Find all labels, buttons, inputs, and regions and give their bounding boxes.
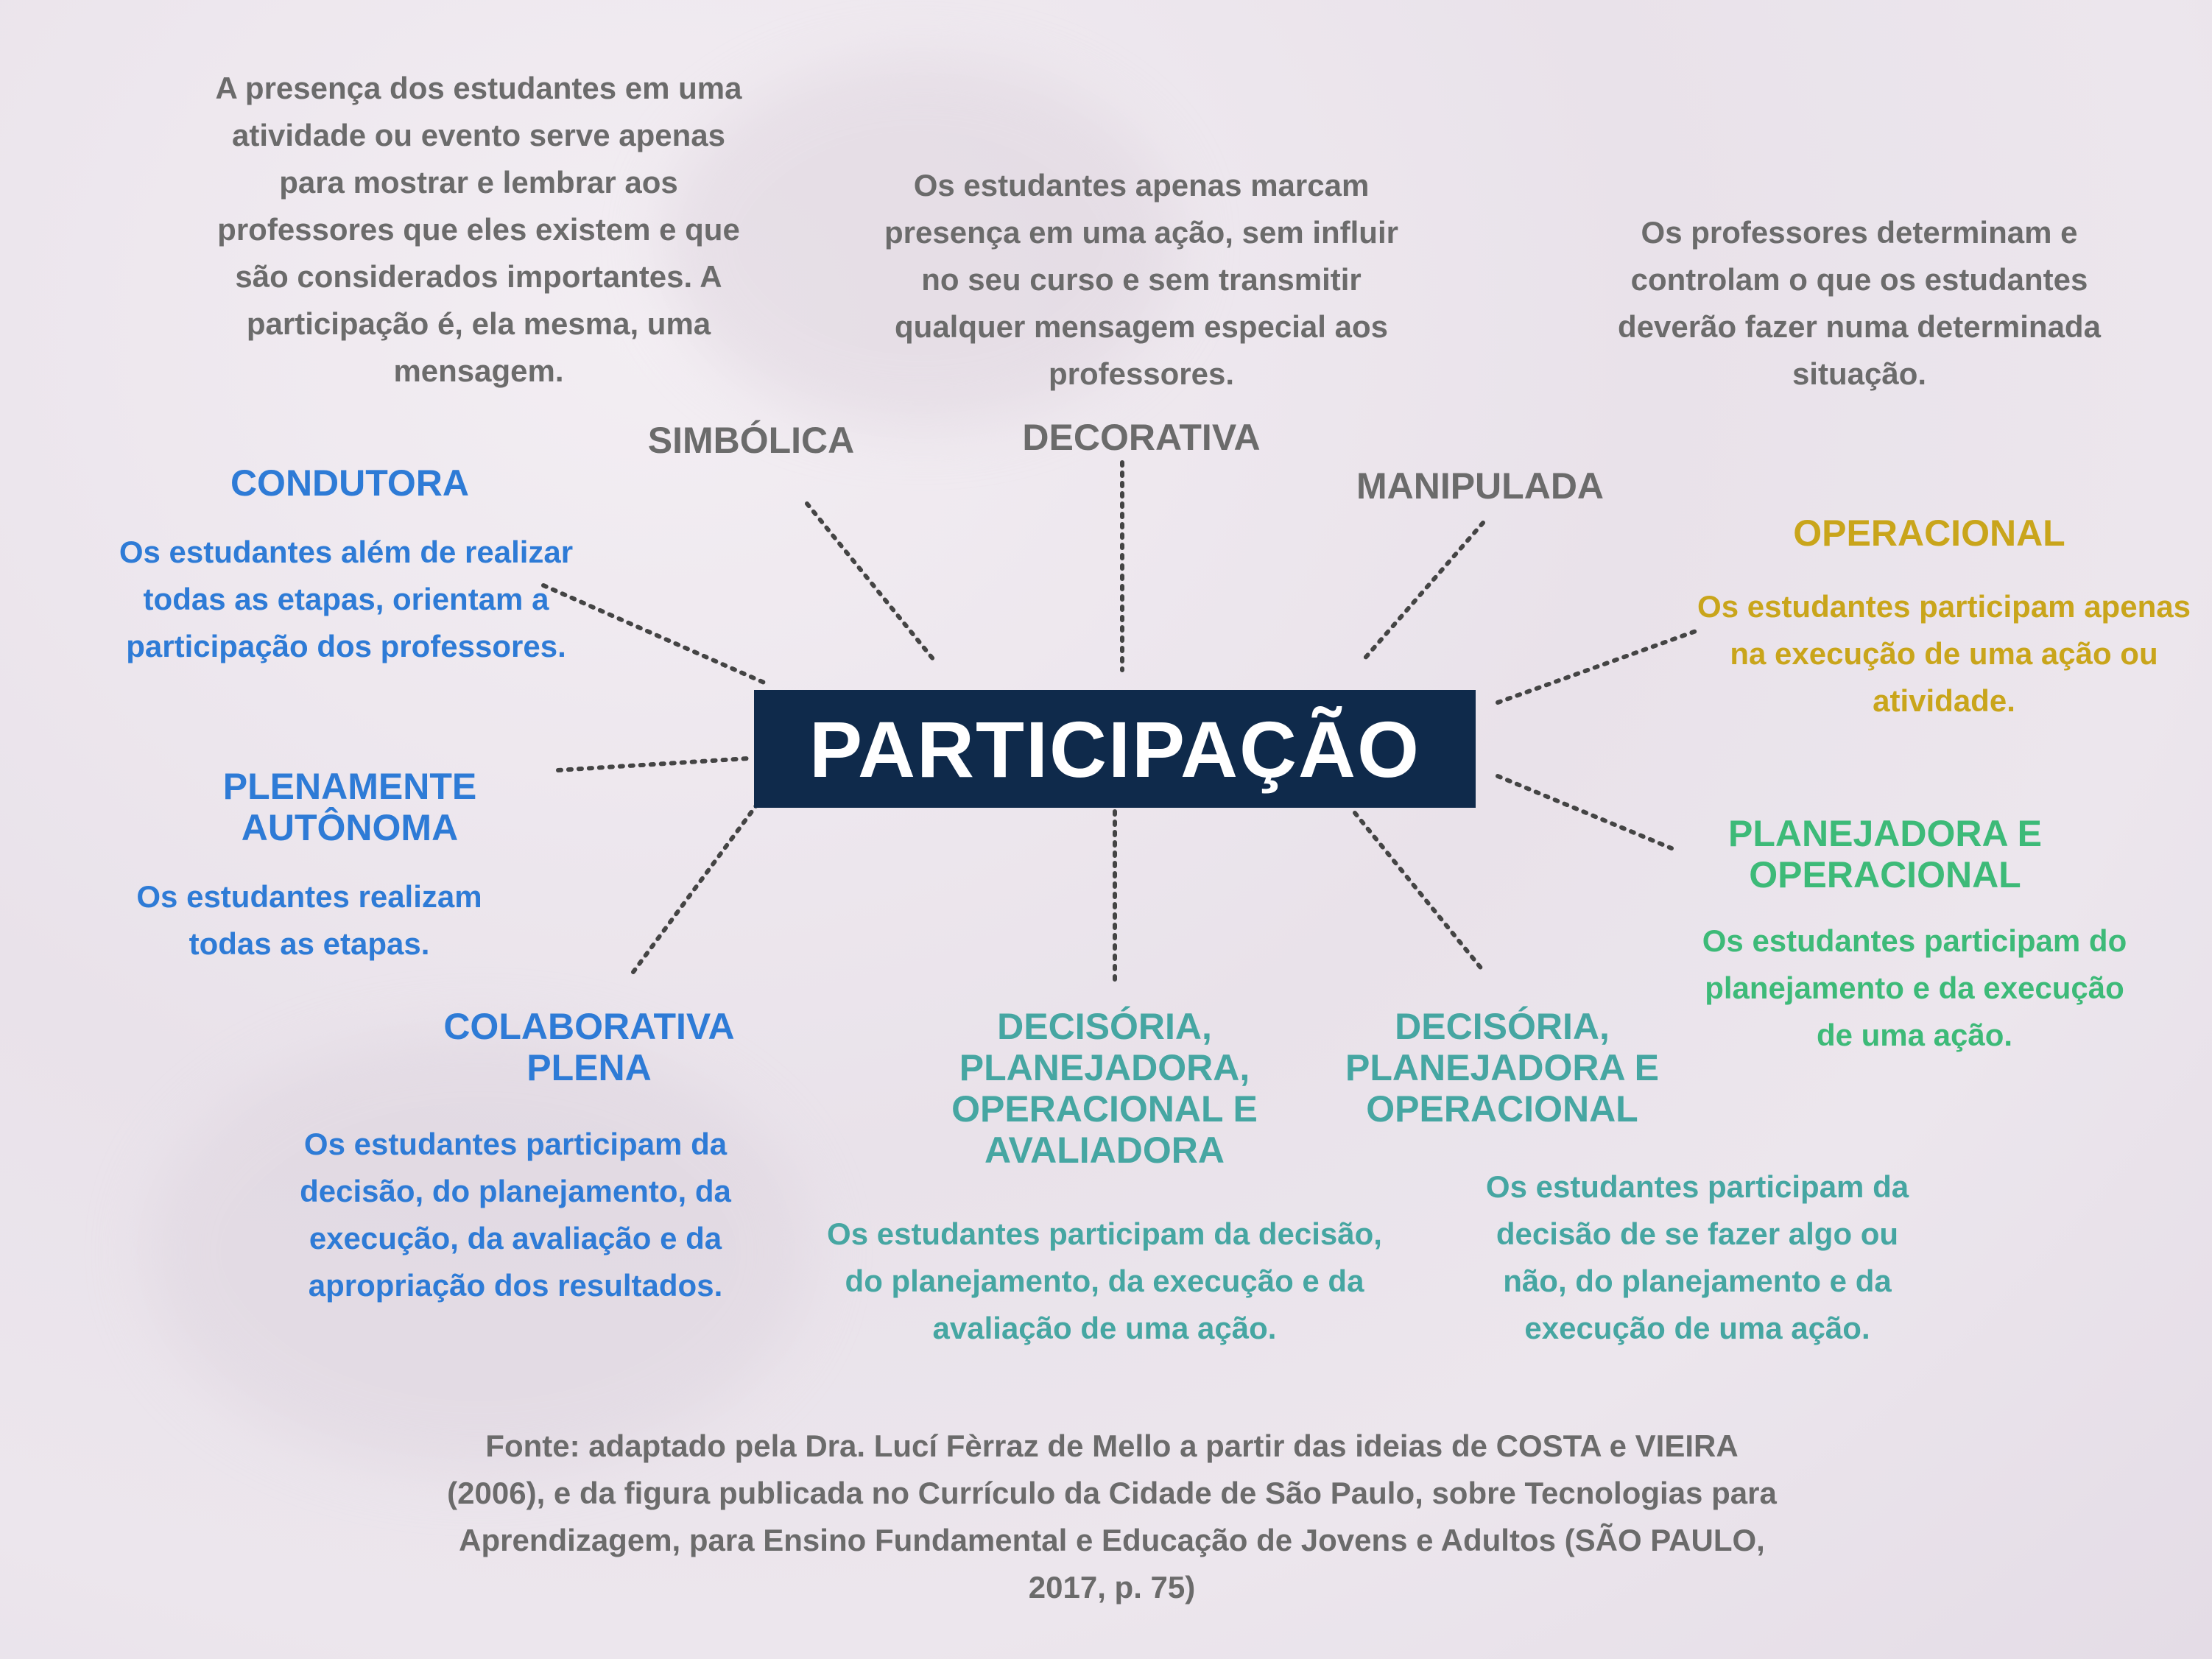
- operacional-title: OPERACIONAL: [1793, 513, 2065, 554]
- source-citation: Fonte: adaptado pela Dra. Lucí Fèrraz de Mello a partir das ideias de COSTA e VIEIRA (2006), e da figura publicada no Currículo da Cidade de São Paulo, sobre Tecnologias para Aprendizagem, para Ensino Fundamental e Educação de Jovens e Adultos (SÃO PAULO, 2017, p. 75): [447, 1429, 1777, 1605]
- decisoria-operacional-description: Os estudantes participam da decisão de se fazer algo ou não, do planejamento e da execução de uma ação.: [1485, 1169, 1909, 1345]
- connector-manipulada: [1362, 523, 1483, 661]
- planejadora-operacional-description: Os estudantes participam do planejamento e da execução de uma ação.: [1702, 923, 2127, 1052]
- condutora-description: Os estudantes além de realizar todas as etapas, orientam a participação dos professores.: [119, 535, 574, 663]
- decisoria-avaliadora-description: Os estudantes participam da decisão, do planejamento, da execução e da avaliação de uma ação.: [827, 1216, 1382, 1345]
- decorativa-title: DECORATIVA: [1022, 417, 1261, 458]
- simbolica-description: A presença dos estudantes em uma atividade ou evento serve apenas para mostrar e lembrar aos professores que eles existem e que são considerados importantes. A participação é, ela mesma, uma mensagem.: [215, 71, 742, 388]
- plenamente-autonoma-description: Os estudantes realizam todas as etapas.: [136, 879, 482, 961]
- manipulada-description: Os professores determinam e controlam o que os estudantes deverão fazer numa determinada situação.: [1618, 215, 2101, 391]
- planejadora-operacional-title: PLANEJADORA E OPERACIONAL: [1728, 813, 2042, 895]
- connector-operacional: [1498, 630, 1698, 702]
- connector-planejadora-operacional: [1498, 776, 1672, 848]
- connector-plenamente-autonoma: [558, 758, 748, 770]
- condutora-title: CONDUTORA: [230, 462, 470, 504]
- operacional-description: Os estudantes participam apenas na execução de uma ação ou atividade.: [1697, 589, 2191, 718]
- colaborativa-plena-title: COLABORATIVA PLENA: [443, 1006, 735, 1088]
- decorativa-description: Os estudantes apenas marcam presença em uma ação, sem influir no seu curso e sem transmitir qualquer mensagem especial aos professores.: [884, 168, 1398, 391]
- simbolica-title: SIMBÓLICA: [647, 420, 855, 461]
- colaborativa-plena-description: Os estudantes participam da decisão, do planejamento, da execução, da avaliação e da apropriação dos resultados.: [300, 1127, 731, 1303]
- connector-simbolica: [807, 504, 934, 660]
- central-concept-box: [754, 690, 1476, 808]
- connector-decisoria-operacional: [1355, 813, 1483, 971]
- manipulada-title: MANIPULADA: [1356, 465, 1605, 507]
- decisoria-operacional-title: DECISÓRIA, PLANEJADORA E OPERACIONAL: [1345, 1006, 1659, 1130]
- decisoria-avaliadora-title: DECISÓRIA, PLANEJADORA, OPERACIONAL E AVALIADORA: [951, 1006, 1258, 1171]
- plenamente-autonoma-title: PLENAMENTE AUTÔNOMA: [222, 766, 477, 848]
- central-concept-label: PARTICIPAÇÃO: [809, 704, 1420, 794]
